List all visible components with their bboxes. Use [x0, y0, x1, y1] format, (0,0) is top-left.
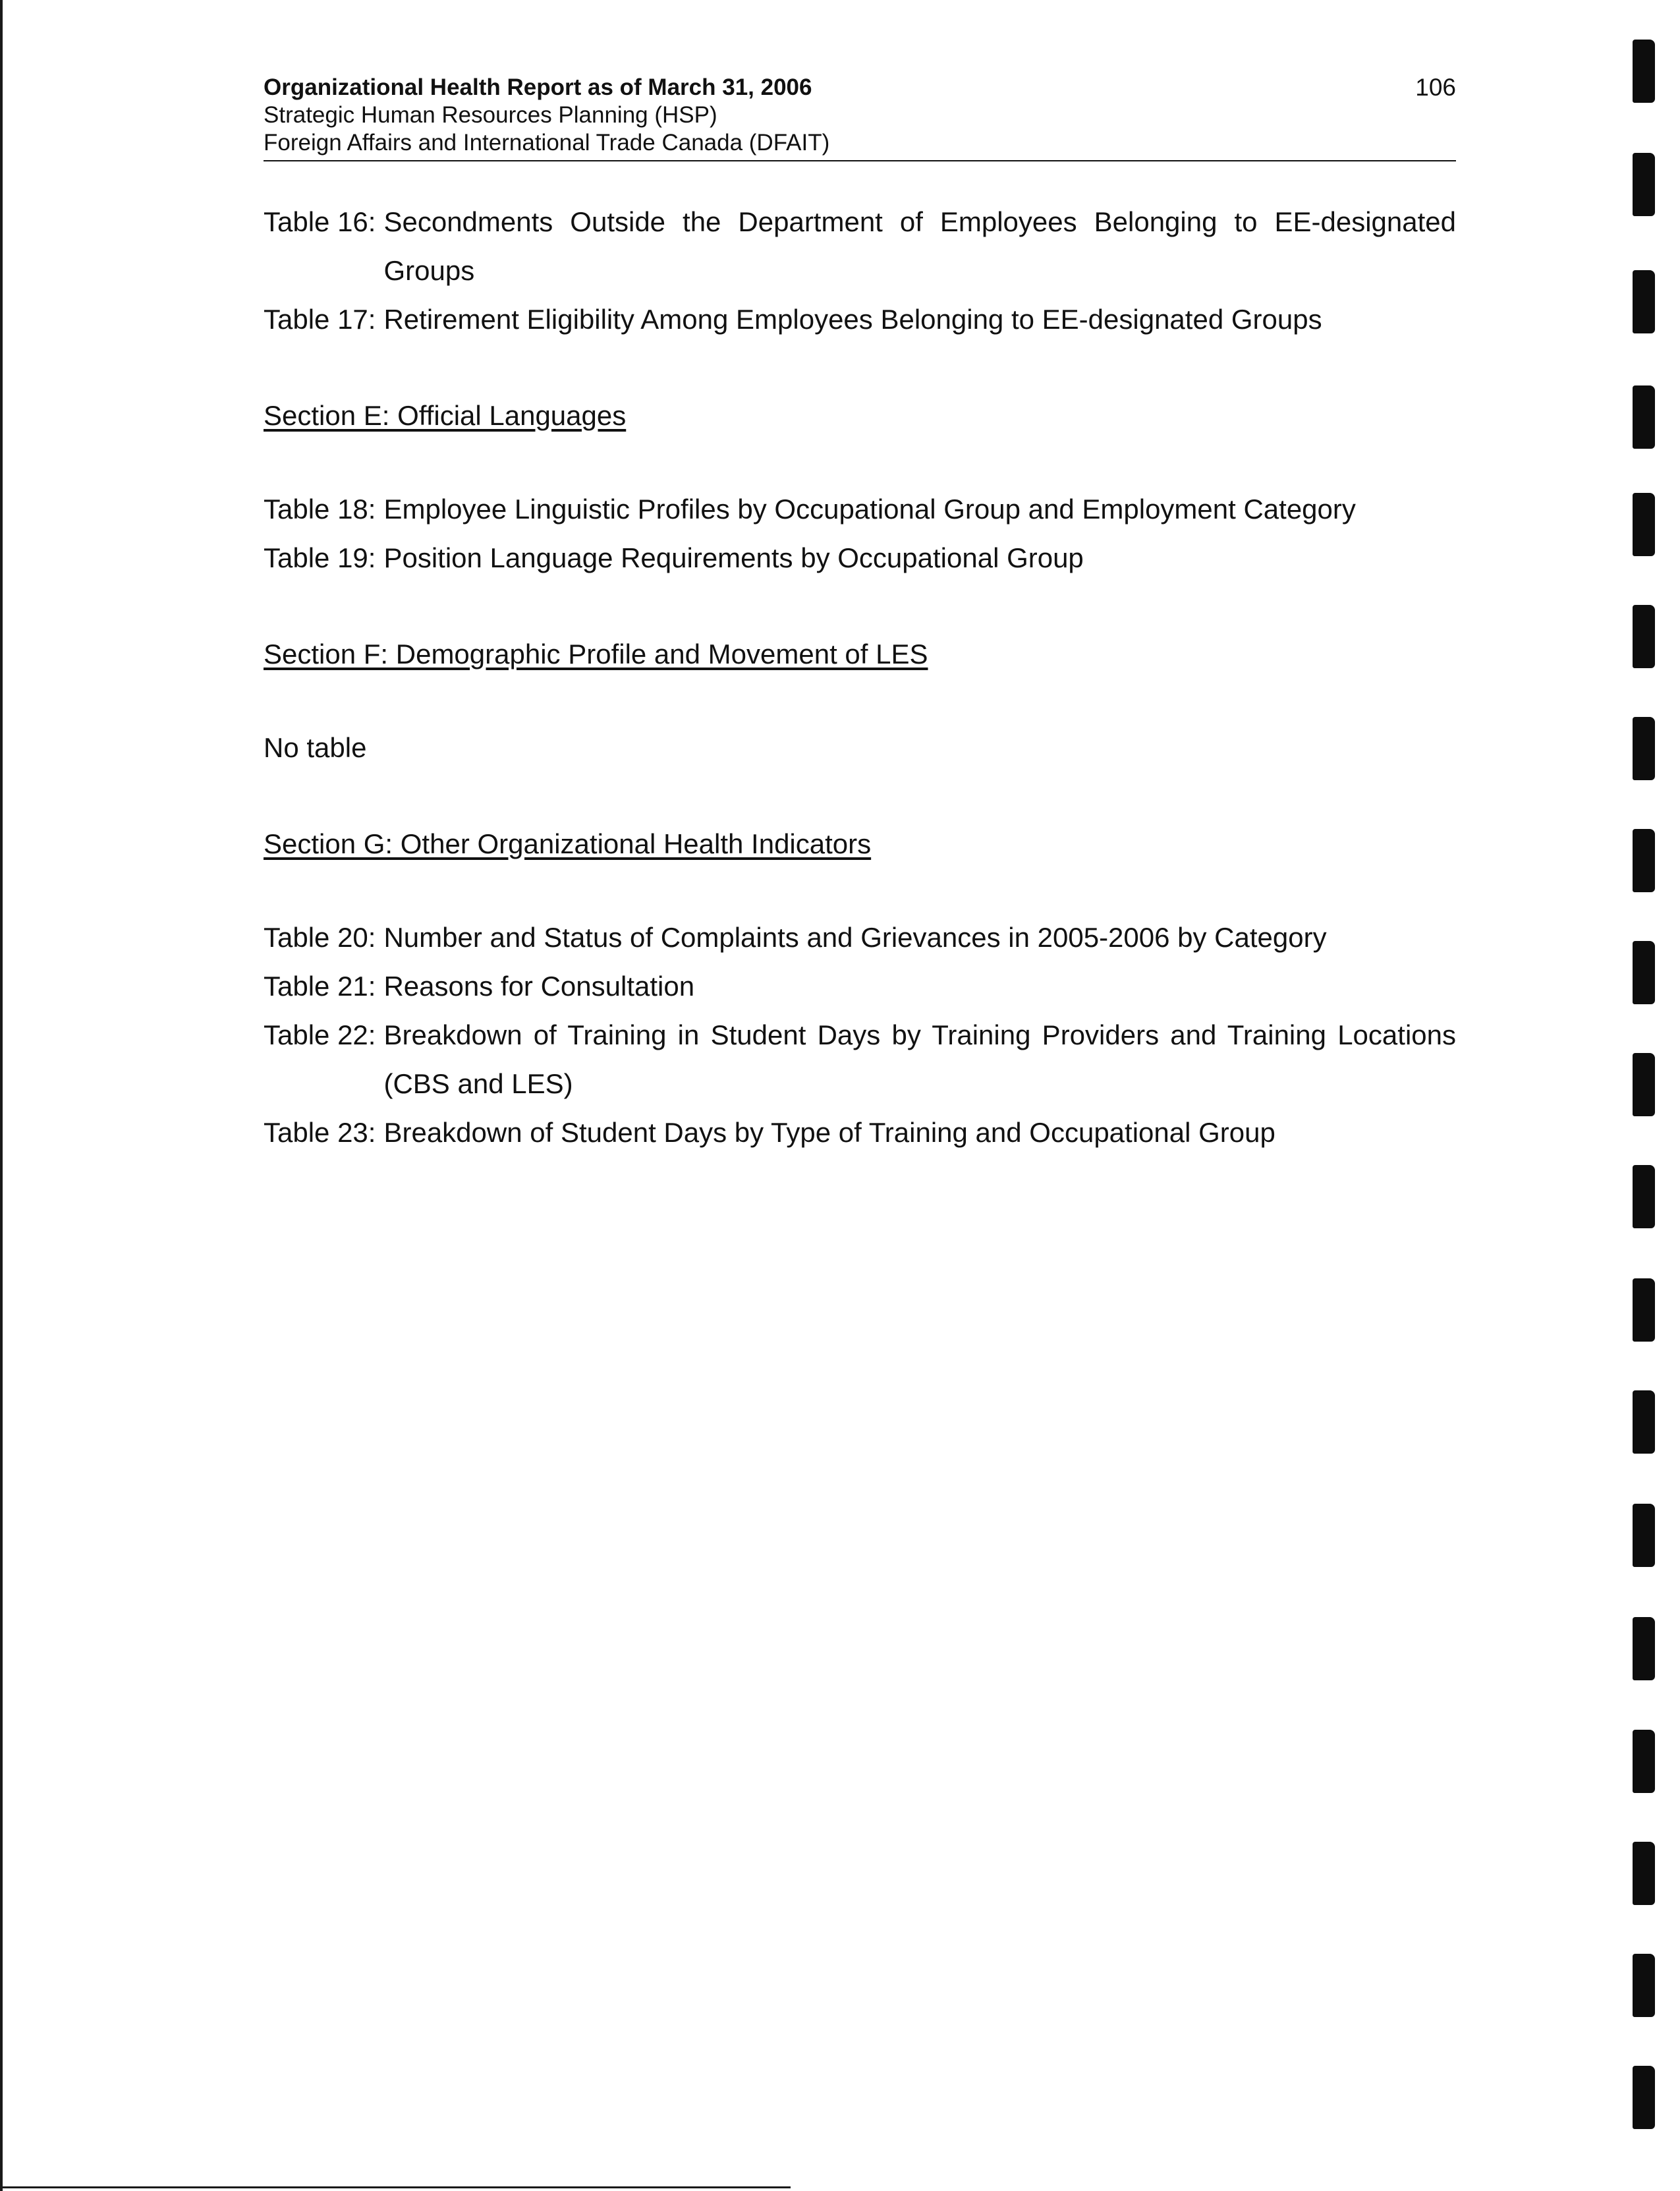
binding-mark: [1633, 1954, 1655, 2017]
table-label: Table 21:: [264, 971, 376, 1002]
table-list: [264, 198, 1456, 1157]
report-subtitle-department: Foreign Affairs and International Trade Canada (DFAIT): [264, 130, 830, 156]
table-label: Table 19:: [264, 542, 376, 573]
table-title: Secondments Outside the Department of Employees Belonging to EE-designated Groups: [383, 206, 1456, 286]
binding-mark: [1633, 1504, 1655, 1567]
binding-mark: [1633, 385, 1655, 449]
table-title: Breakdown of Student Days by Type of Training and Occupational Group: [383, 1117, 1275, 1148]
report-subtitle-planning: Strategic Human Resources Planning (HSP): [264, 102, 717, 128]
table-title: Number and Status of Complaints and Grievances in 2005-2006 by Category: [383, 922, 1327, 953]
binding-mark: [1633, 941, 1655, 1004]
table-title: Position Language Requirements by Occupational Group: [383, 542, 1084, 573]
binding-mark: [1633, 1053, 1655, 1116]
report-title: Organizational Health Report as of March 31, 2006: [264, 74, 812, 100]
table-label: Table 22:: [264, 1019, 376, 1050]
binding-mark: [1633, 493, 1655, 556]
table-title: Reasons for Consultation: [383, 971, 695, 1002]
binding-mark: [1633, 2066, 1655, 2129]
scan-bottom-edge: [0, 2186, 791, 2188]
scan-left-edge: [0, 0, 3, 2191]
page-number: 106: [1415, 74, 1456, 101]
table-entry-18: [264, 485, 1456, 534]
binding-mark: [1633, 829, 1655, 892]
table-label: Table 17:: [264, 304, 376, 335]
table-entry-22: [264, 1011, 1456, 1108]
section-heading-g: Section G: Other Organizational Health Indicators: [264, 828, 872, 859]
table-label: Table 20:: [264, 922, 376, 953]
header-divider: [264, 160, 1456, 161]
table-title: Breakdown of Training in Student Days by Training Providers and Training Locations (CBS and LES): [383, 1019, 1456, 1099]
binding-mark: [1633, 1278, 1655, 1342]
table-label: Table 23:: [264, 1117, 376, 1148]
binding-mark: [1633, 1390, 1655, 1454]
table-title: Employee Linguistic Profiles by Occupational Group and Employment Category: [383, 494, 1356, 525]
binding-mark: [1633, 1165, 1655, 1228]
table-title: Retirement Eligibility Among Employees Belonging to EE-designated Groups: [383, 304, 1322, 335]
table-entry-21: [264, 962, 1456, 1011]
table-entry-19: [264, 534, 1456, 583]
table-label: Table 16:: [264, 206, 376, 237]
binding-mark: [1633, 153, 1655, 216]
table-entry-20: [264, 913, 1456, 962]
table-entry-16: [264, 198, 1456, 295]
binding-mark: [1633, 40, 1655, 103]
section-heading-e: Section E: Official Languages: [264, 400, 627, 431]
table-label: Table 18:: [264, 494, 376, 525]
binding-mark: [1633, 270, 1655, 333]
binding-mark: [1633, 605, 1655, 668]
page-header: [264, 74, 1456, 157]
table-entry-23: [264, 1108, 1456, 1157]
binding-mark: [1633, 1617, 1655, 1680]
binding-mark: [1633, 1842, 1655, 1905]
binding-mark: [1633, 717, 1655, 780]
binding-mark: [1633, 1730, 1655, 1793]
section-heading-f: Section F: Demographic Profile and Movement of LES: [264, 639, 928, 669]
no-table-note: No table: [264, 732, 367, 763]
table-entry-17: [264, 295, 1456, 344]
